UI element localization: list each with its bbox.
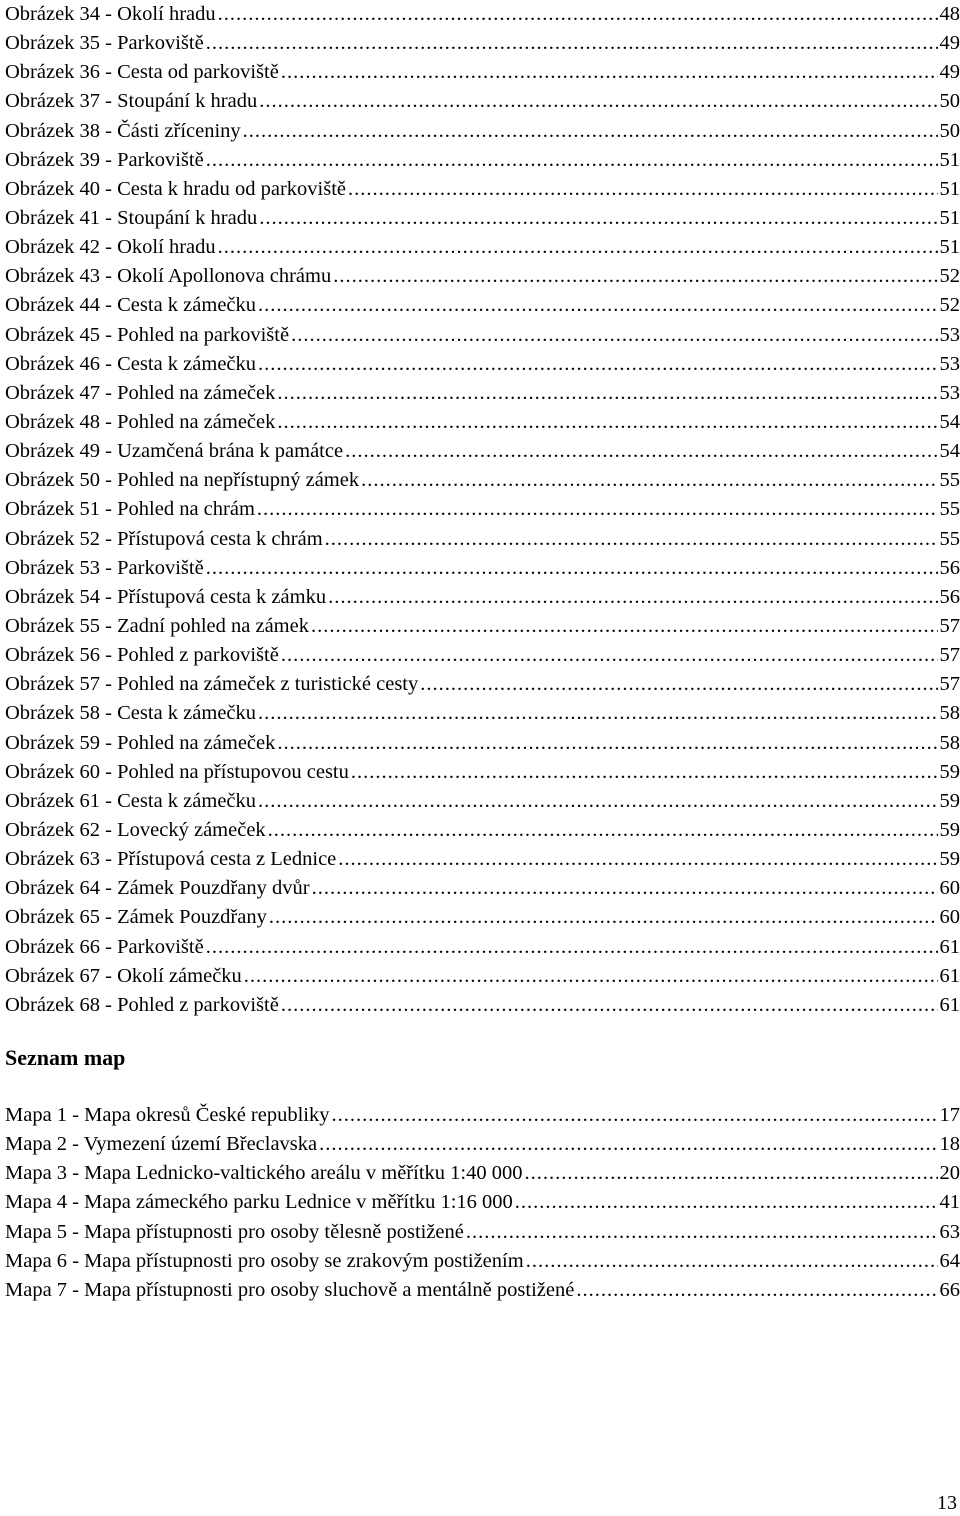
figure-entry-title: Obrázek 62 - Lovecký zámeček [5,816,268,845]
map-entry[interactable] [5,1247,960,1276]
figure-entry-page: 53 [938,321,960,350]
dot-leader [257,495,938,524]
dot-leader [277,408,937,437]
figure-entry-page: 59 [938,816,960,845]
dot-leader [526,1247,938,1276]
map-entry[interactable] [5,1188,960,1217]
dot-leader [269,903,938,932]
dot-leader [281,58,938,87]
dot-leader [277,379,937,408]
figure-entry-page: 59 [938,787,960,816]
map-entry[interactable] [5,1159,960,1188]
figure-entry-title: Obrázek 54 - Přístupová cesta k zámku [5,583,328,612]
figure-entry-title: Obrázek 51 - Pohled na chrám [5,495,257,524]
map-entry[interactable] [5,1276,960,1305]
dot-leader [206,146,938,175]
figure-entry-page: 55 [938,466,960,495]
figure-entry-title: Obrázek 43 - Okolí Apollonova chrámu [5,262,333,291]
dot-leader [348,175,938,204]
dot-leader [281,991,938,1020]
figure-entry-title: Obrázek 64 - Zámek Pouzdřany dvůr [5,874,312,903]
figure-entry-title: Obrázek 36 - Cesta od parkoviště [5,58,281,87]
figure-entry[interactable] [5,58,960,87]
figure-entry[interactable] [5,87,960,116]
figure-entry-title: Obrázek 57 - Pohled na zámeček z turistické cesty [5,670,420,699]
figure-entry-page: 51 [938,175,960,204]
map-entry[interactable] [5,1101,960,1130]
dot-leader [258,699,937,728]
dot-leader [319,1130,937,1159]
map-entry-title: Mapa 4 - Mapa zámeckého parku Lednice v měřítku 1:16 000 [5,1188,515,1217]
figure-entry-title: Obrázek 53 - Parkoviště [5,554,206,583]
figure-entry-title: Obrázek 58 - Cesta k zámečku [5,699,258,728]
map-entry-page: 64 [938,1247,960,1276]
figure-entry-page: 60 [938,903,960,932]
figure-entry-page: 49 [938,58,960,87]
figure-entry[interactable] [5,641,960,670]
figure-entry-page: 54 [938,437,960,466]
figure-entry-title: Obrázek 47 - Pohled na zámeček [5,379,277,408]
figure-entry[interactable] [5,204,960,233]
figure-entry[interactable] [5,350,960,379]
dot-leader [277,729,937,758]
dot-leader [345,437,937,466]
figure-entry-page: 50 [938,117,960,146]
figure-entry-title: Obrázek 63 - Přístupová cesta z Lednice [5,845,338,874]
map-entry-page: 17 [938,1101,960,1130]
figure-entry-title: Obrázek 35 - Parkoviště [5,29,206,58]
list-of-figures [5,0,960,1020]
figure-entry-title: Obrázek 67 - Okolí zámečku [5,962,244,991]
dot-leader [244,962,938,991]
dot-leader [515,1188,938,1217]
dot-leader [333,262,937,291]
figure-entry-title: Obrázek 44 - Cesta k zámečku [5,291,258,320]
maps-heading: Seznam map [5,1043,125,1073]
figure-entry[interactable] [5,321,960,350]
figure-entry-title: Obrázek 52 - Přístupová cesta k chrám [5,525,325,554]
figure-entry[interactable] [5,903,960,932]
figure-entry-page: 55 [938,495,960,524]
figure-entry-title: Obrázek 37 - Stoupání k hradu [5,87,259,116]
figure-entry[interactable] [5,408,960,437]
figure-entry[interactable] [5,845,960,874]
dot-leader [218,233,938,262]
figure-entry-title: Obrázek 49 - Uzamčená brána k památce [5,437,345,466]
figure-entry-page: 53 [938,379,960,408]
page-number: 13 [937,1490,957,1516]
figure-entry[interactable] [5,379,960,408]
map-entry-title: Mapa 1 - Mapa okresů České republiky [5,1101,332,1130]
figure-entry-title: Obrázek 46 - Cesta k zámečku [5,350,258,379]
map-entry-title: Mapa 6 - Mapa přístupnosti pro osoby se zrakovým postižením [5,1247,526,1276]
figure-entry[interactable] [5,816,960,845]
figure-entry[interactable] [5,175,960,204]
dot-leader [420,670,937,699]
figure-entry[interactable] [5,233,960,262]
dot-leader [281,641,938,670]
dot-leader [466,1218,938,1247]
dot-leader [312,874,938,903]
figure-entry-title: Obrázek 48 - Pohled na zámeček [5,408,277,437]
figure-entry[interactable] [5,874,960,903]
figure-entry-page: 51 [938,146,960,175]
dot-leader [524,1159,937,1188]
figure-entry-page: 52 [938,262,960,291]
figure-entry-page: 56 [938,554,960,583]
figure-entry-page: 58 [938,699,960,728]
figure-entry-title: Obrázek 42 - Okolí hradu [5,233,218,262]
figure-entry-page: 58 [938,729,960,758]
figure-entry-page: 59 [938,845,960,874]
figure-entry-title: Obrázek 55 - Zadní pohled na zámek [5,612,311,641]
figure-entry-page: 52 [938,291,960,320]
figure-entry-page: 54 [938,408,960,437]
dot-leader [332,1101,938,1130]
dot-leader [258,350,937,379]
map-entry[interactable] [5,1130,960,1159]
dot-leader [243,117,938,146]
figure-entry-page: 55 [938,525,960,554]
figure-entry[interactable] [5,117,960,146]
map-entry-page: 18 [938,1130,960,1159]
figure-entry[interactable] [5,612,960,641]
dot-leader [206,933,938,962]
map-entry-page: 20 [938,1159,960,1188]
figure-entry-title: Obrázek 38 - Části zříceniny [5,117,243,146]
figure-entry-title: Obrázek 39 - Parkoviště [5,146,206,175]
figure-entry[interactable] [5,554,960,583]
figure-entry-title: Obrázek 50 - Pohled na nepřístupný zámek [5,466,361,495]
map-entry-title: Mapa 7 - Mapa přístupnosti pro osoby sluchově a mentálně postižené [5,1276,576,1305]
figure-entry-title: Obrázek 68 - Pohled z parkoviště [5,991,281,1020]
figure-entry[interactable] [5,0,960,29]
dot-leader [258,291,937,320]
figure-entry-page: 53 [938,350,960,379]
figure-entry[interactable] [5,466,960,495]
figure-entry[interactable] [5,699,960,728]
figure-entry[interactable] [5,729,960,758]
figure-entry-page: 61 [938,933,960,962]
figure-entry-page: 61 [938,962,960,991]
figure-entry-page: 48 [938,0,960,29]
figure-entry[interactable] [5,437,960,466]
map-entry-page: 41 [938,1188,960,1217]
figure-entry-page: 51 [938,233,960,262]
figure-entry[interactable] [5,29,960,58]
figure-entry[interactable] [5,495,960,524]
figure-entry-page: 56 [938,583,960,612]
figure-entry[interactable] [5,262,960,291]
figure-entry-page: 57 [938,641,960,670]
dot-leader [206,554,938,583]
figure-entry-page: 57 [938,612,960,641]
map-entry-title: Mapa 2 - Vymezení území Břeclavska [5,1130,319,1159]
map-entry-page: 66 [938,1276,960,1305]
figure-entry-title: Obrázek 66 - Parkoviště [5,933,206,962]
map-entry[interactable] [5,1218,960,1247]
figure-entry[interactable] [5,525,960,554]
figure-entry[interactable] [5,146,960,175]
figure-entry-page: 51 [938,204,960,233]
figure-entry-title: Obrázek 40 - Cesta k hradu od parkoviště [5,175,348,204]
figure-entry-page: 57 [938,670,960,699]
figure-entry-page: 60 [938,874,960,903]
dot-leader [206,29,938,58]
figure-entry-title: Obrázek 34 - Okolí hradu [5,0,218,29]
figure-entry-title: Obrázek 59 - Pohled na zámeček [5,729,277,758]
figure-entry-title: Obrázek 56 - Pohled z parkoviště [5,641,281,670]
figure-entry-title: Obrázek 65 - Zámek Pouzdřany [5,903,269,932]
figure-entry-page: 59 [938,758,960,787]
figure-entry[interactable] [5,758,960,787]
figure-entry[interactable] [5,291,960,320]
map-entry-title: Mapa 5 - Mapa přístupnosti pro osoby tělesně postižené [5,1218,466,1247]
figure-entry-page: 49 [938,29,960,58]
dot-leader [268,816,938,845]
figure-entry[interactable] [5,787,960,816]
dot-leader [351,758,938,787]
dot-leader [258,787,937,816]
list-of-maps [5,1101,960,1305]
figure-entry-title: Obrázek 60 - Pohled na přístupovou cestu [5,758,351,787]
dot-leader [325,525,938,554]
figure-entry[interactable] [5,583,960,612]
dot-leader [576,1276,937,1305]
figure-entry[interactable] [5,670,960,699]
figure-entry-page: 61 [938,991,960,1020]
figure-entry-page: 50 [938,87,960,116]
figure-entry[interactable] [5,962,960,991]
figure-entry-title: Obrázek 45 - Pohled na parkoviště [5,321,291,350]
dot-leader [218,0,938,29]
figure-entry-title: Obrázek 41 - Stoupání k hradu [5,204,259,233]
dot-leader [259,87,937,116]
dot-leader [361,466,937,495]
figure-entry[interactable] [5,933,960,962]
dot-leader [311,612,938,641]
dot-leader [259,204,937,233]
map-entry-page: 63 [938,1218,960,1247]
dot-leader [291,321,937,350]
figure-entry[interactable] [5,991,960,1020]
figure-entry-title: Obrázek 61 - Cesta k zámečku [5,787,258,816]
map-entry-title: Mapa 3 - Mapa Lednicko-valtického areálu v měřítku 1:40 000 [5,1159,524,1188]
dot-leader [328,583,937,612]
dot-leader [338,845,937,874]
